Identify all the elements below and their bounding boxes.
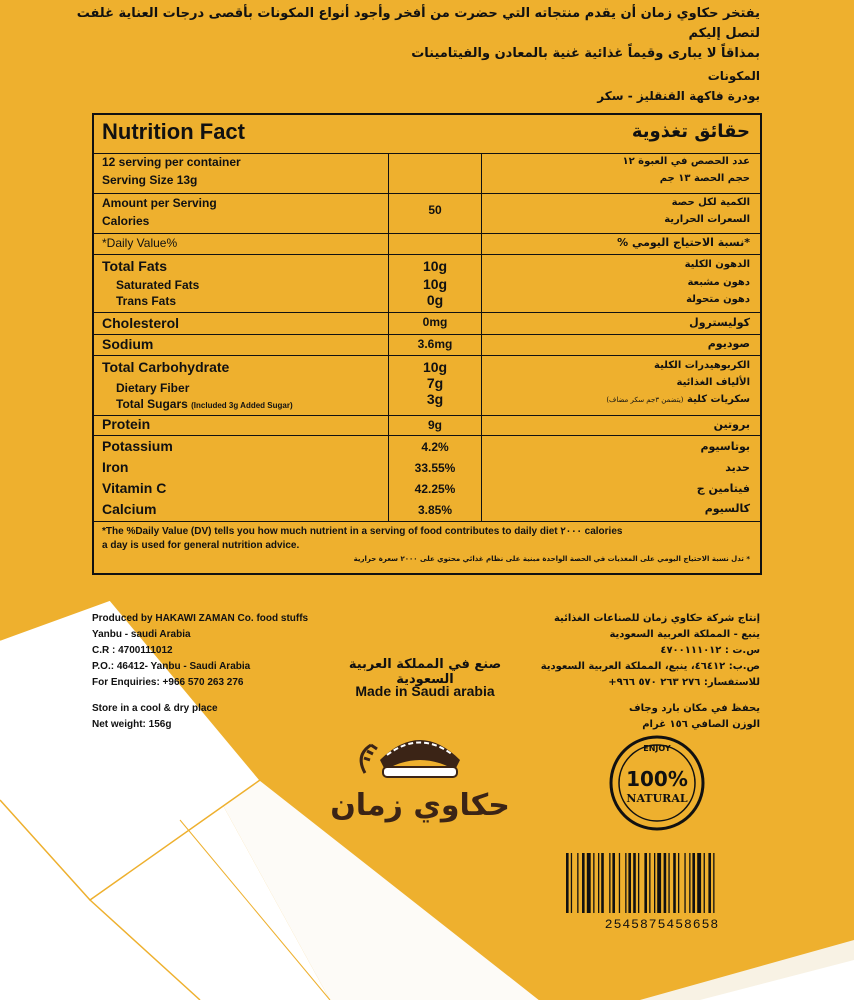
net-weight-en: Net weight: 156g	[92, 719, 172, 730]
made-in-saudi-en: Made in Saudi arabia	[355, 683, 495, 699]
trans-fats-value: 0g	[426, 292, 444, 308]
intro-text	[60, 4, 760, 64]
saturated-fats-value: 10g	[422, 276, 448, 292]
total-sugars-ar: سكريات كلية (يتضمن ٣جم سكر مضاف)	[606, 394, 750, 405]
ingredients-title: المكونات	[707, 69, 760, 83]
iron-value: 33.55%	[414, 461, 456, 475]
net-weight-ar: الوزن الصافي ١٥٦ غرام	[642, 719, 760, 730]
total-carbohydrate-ar: الكربوهيدرات الكلية	[654, 360, 750, 371]
total-fats-ar: الدهون الكلية	[684, 259, 750, 270]
nutrition-facts-table	[92, 113, 762, 575]
footnote-en-line-1: *The %Daily Value (DV) tells you how much nutrient in a serving of food contributes to daily diet ٢٠٠٠ calories	[102, 526, 623, 537]
footnote-row	[94, 521, 760, 573]
nutrition-title-ar: حقائق تغذوية	[631, 121, 750, 142]
sodium-value: 3.6mg	[417, 337, 453, 351]
dietary-fiber-ar: الألياف الغذائية	[676, 377, 750, 388]
daily-value-en: *Daily Value%	[102, 236, 178, 250]
servings-en: 12 serving per container	[102, 155, 241, 169]
table-header-row	[94, 115, 760, 154]
storage-ar: يحفظ في مكان بارد وجاف	[629, 703, 760, 714]
dietary-fiber-en: Dietary Fiber	[116, 381, 190, 395]
po-box-en: P.O.: 46412- Yanbu - Saudi Arabia	[92, 661, 251, 672]
potassium-en: Potassium	[102, 438, 173, 454]
enquiries-ar: للاستفسار: ٢٧٦ ٢٦٣ ٥٧٠ ٩٦٦+	[608, 677, 760, 688]
cholesterol-ar: كوليسترول	[689, 316, 750, 329]
amount-per-serving-ar: الكمية لكل حصة	[671, 197, 750, 208]
vitamin-c-ar: فيتامين ج	[696, 482, 750, 495]
barcode	[562, 853, 762, 919]
mineral-divider-right	[481, 435, 482, 521]
added-sugar-note-ar: (يتضمن ٣جم سكر مضاف)	[606, 396, 684, 404]
sodium-en: Sodium	[102, 336, 154, 352]
calories-en: Calories	[102, 214, 150, 228]
commercial-registration-en: C.R : 4700111012	[92, 645, 173, 656]
potassium-value: 4.2%	[421, 440, 449, 454]
serving-size-en: Serving Size 13g	[102, 173, 198, 187]
daily-value-row	[94, 233, 760, 255]
logo-text: حكاوي زمان	[330, 788, 510, 823]
footnote-en-line-2: a day is used for general nutrition advice.	[102, 540, 300, 551]
iron-ar: حديد	[725, 461, 750, 474]
calories-value: 50	[428, 203, 442, 217]
saturated-fats-en: Saturated Fats	[116, 278, 200, 292]
calcium-value: 3.85%	[417, 503, 453, 517]
producer-name-en: Produced by HAKAWI ZAMAN Co. food stuffs	[92, 613, 309, 624]
footnote-ar: * تدل نسبة الاحتياج اليومي على المغذيات في الحصة الواحدة مبنية على نظام غذائي محتوي على ٢٠٠٠ سعرة حرارية	[353, 555, 750, 563]
vitamin-c-value: 42.25%	[414, 482, 456, 496]
hakawi-zaman-logo	[330, 715, 510, 859]
servings-ar: عدد الحصص في العبوة ١٢	[622, 156, 750, 167]
commercial-registration-ar: س.ت : ٤٧٠٠١١١٠١٢	[660, 645, 760, 656]
ingredients-text: بودرة فاكهة القنقليز - سكر	[597, 89, 760, 103]
ingredients	[360, 66, 760, 106]
total-sugars-en: Total Sugars (Included 3g Added Sugar)	[116, 397, 293, 411]
protein-en: Protein	[102, 416, 151, 432]
serving-size-ar: حجم الحصة ١٣ جم	[659, 173, 750, 184]
producer-info-ar	[500, 611, 760, 733]
servings-row	[94, 153, 760, 194]
made-in-saudi-ar: صنع في المملكة العربية السعودية	[348, 657, 502, 687]
added-sugar-note-en: (Included 3g Added Sugar)	[191, 401, 293, 410]
trans-fats-en: Trans Fats	[116, 294, 177, 308]
calories-row	[94, 193, 760, 234]
po-box-ar: ص.ب: ٤٦٤١٢، ينبع، المملكة العربية السعودية	[540, 661, 760, 672]
potassium-ar: بوتاسيوم	[700, 440, 750, 453]
saturated-fats-ar: دهون مشبعة	[687, 277, 750, 288]
trans-fats-ar: دهون متحولة	[686, 294, 750, 305]
minerals-row	[94, 435, 760, 522]
storage-en: Store in a cool & dry place	[92, 703, 218, 714]
enquiries-en: For Enquiries: +966 570 263 276	[92, 677, 244, 688]
producer-info-en	[92, 611, 308, 733]
calories-ar: السعرات الحرارية	[664, 214, 750, 225]
natural-seal	[608, 734, 706, 836]
producer-location-en: Yanbu - saudi Arabia	[92, 629, 191, 640]
total-fats-value: 10g	[422, 258, 448, 274]
intro-line-1: يفتخر حكاوي زمان أن يقدم منتجاته التي حضرت من أفخر وأجود أنواع المكونات بأقصى درجات العناية غلفت لتصل إليكم	[76, 6, 760, 41]
fats-row	[94, 254, 760, 313]
vitamin-c-en: Vitamin C	[102, 480, 167, 496]
total-fats-en: Total Fats	[102, 258, 168, 274]
barcode-number: 2545875458658	[604, 917, 720, 932]
protein-ar: بروتين	[713, 418, 750, 431]
total-sugars-value: 3g	[426, 391, 444, 407]
calcium-en: Calcium	[102, 501, 157, 517]
seal-word: NATURAL	[626, 792, 688, 805]
producer-name-ar: إنتاج شركة حكاوي زمان للصناعات الغذائية	[553, 613, 760, 624]
cholesterol-value: 0mg	[422, 315, 448, 329]
total-carbohydrate-en: Total Carbohydrate	[102, 359, 230, 375]
carbohydrate-row	[94, 355, 760, 416]
total-carbohydrate-value: 10g	[422, 359, 448, 375]
cholesterol-en: Cholesterol	[102, 315, 180, 331]
calcium-ar: كالسيوم	[704, 502, 750, 515]
dietary-fiber-value: 7g	[426, 375, 444, 391]
daily-value-ar: *نسبة الاحتياج اليومي %	[617, 236, 750, 249]
protein-value: 9g	[427, 418, 442, 432]
cholesterol-row	[94, 312, 760, 335]
seal-top-text: ENJOY	[643, 744, 671, 753]
iron-en: Iron	[102, 459, 129, 475]
intro-line-2: بمذاقاً لا يبارى وقيماً غذائية غنية بالمعادن والفيتامينات	[411, 46, 760, 61]
sodium-row	[94, 334, 760, 356]
protein-row	[94, 415, 760, 436]
sodium-ar: صوديوم	[707, 337, 750, 350]
producer-location-ar: ينبع - المملكة العربية السعودية	[609, 629, 760, 640]
amount-per-serving-en: Amount per Serving	[102, 196, 217, 210]
nutrition-title-en: Nutrition Fact	[102, 119, 245, 144]
seal-percent: 100%	[626, 767, 688, 791]
